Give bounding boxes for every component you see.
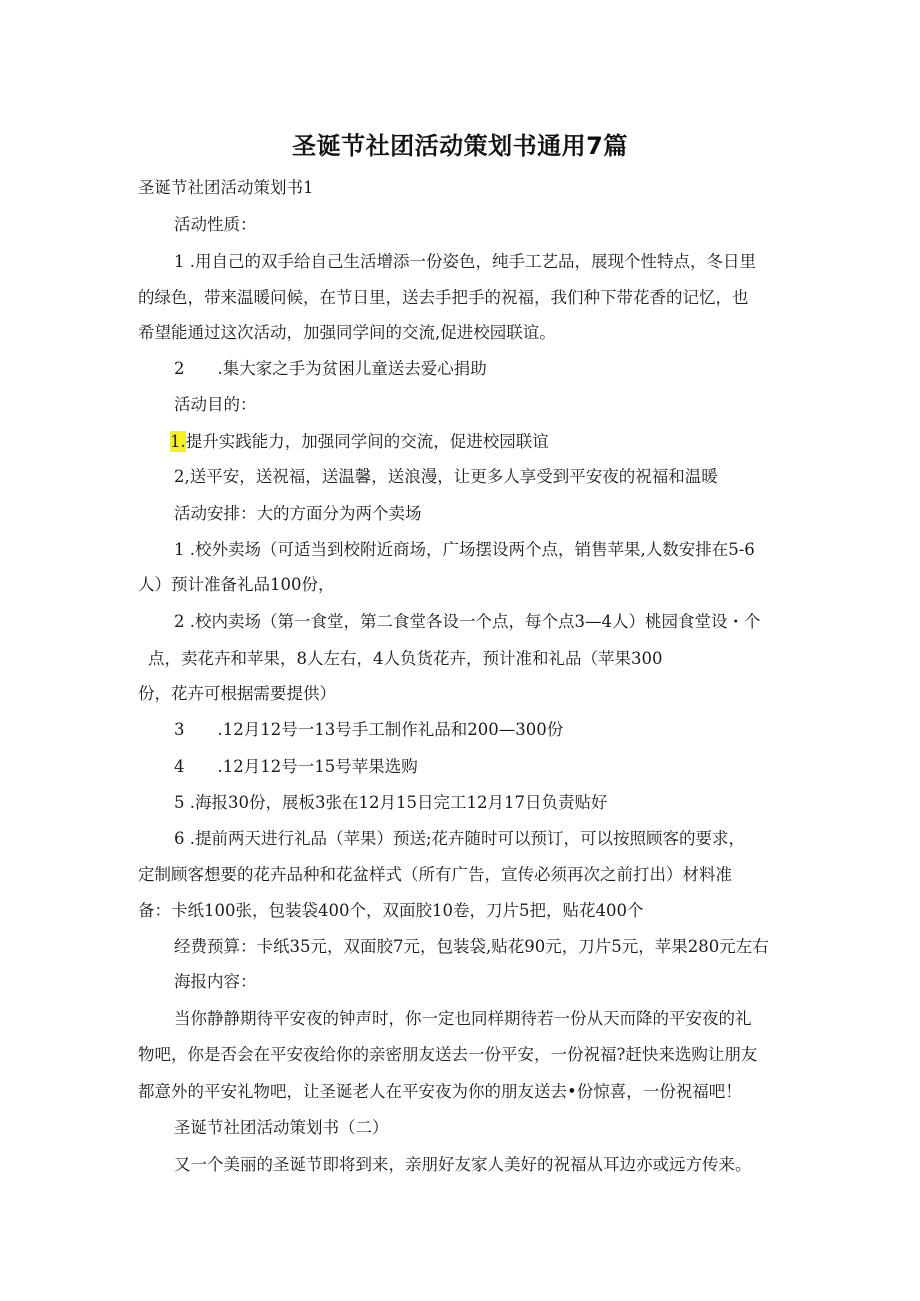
paragraph-line: 物吧，你是否会在平安夜给你的亲密朋友送去一份平安，一份祝福?赶快来选购让朋友 [138,1045,758,1064]
arrange-label: 活动安排：大的方面分为两个卖场 [174,504,422,523]
paragraph-line: 的绿色，带来温暖问候，在节日里，送去手把手的祝福，我们种下带花香的记忆，也 [138,288,749,307]
paragraph-line: 人）预计准备礼品100份， [138,575,335,594]
paragraph-line: 2 .集大家之手为贫困儿童送去爱心捐助 [174,359,487,378]
paragraph-line: 3 .12月12号一13号手工制作礼品和200—300份 [174,720,564,739]
paragraph-line: 都意外的平安礼物吧，让圣诞老人在平安夜为你的朋友送去•份惊喜，一份祝福吧！ [138,1082,742,1101]
paragraph-line: 点，卖花卉和苹果，8人左右，4人负货花卉，预计准和礼品（苹果300 [148,649,663,668]
paragraph-line: 又一个美丽的圣诞节即将到来，亲朋好友家人美好的祝福从耳边亦或远方传来。 [174,1155,752,1174]
paragraph-line: 4 .12月12号一15号苹果选购 [174,757,418,776]
paragraph-line: 希望能通过这次活动，加强同学间的交流,促进校园联谊。 [138,323,556,342]
section-heading: 圣诞节社团活动策划书（二） [174,1118,389,1137]
section-heading: 圣诞节社团活动策划书1 [138,178,314,197]
document-title: 圣诞节社团活动策划书通用7篇 [292,132,628,160]
paragraph-line: 份，花卉可根据需要提供） [138,684,336,703]
purpose-label: 活动目的： [174,395,257,414]
paragraph-line: 当你静静期待平安夜的钟声时，你一定也同样期待若一份从天而降的平安夜的礼 [174,1009,752,1028]
highlighted-number: 1. [170,432,186,451]
paragraph-text: 提升实践能力，加强同学间的交流，促进校园联谊 [185,432,549,451]
paragraph-line: 1 .校外卖场（可适当到校附近商场，广场摆设两个点，销售苹果,人数安排在5-6 [174,540,755,559]
paragraph-line: 1 .用自己的双手给自己生活增添一份姿色，纯手工艺品，展现个性特点，冬日里 [174,252,756,271]
poster-label: 海报内容： [174,972,257,991]
paragraph-line: 备：卡纸100张，包装袋400个，双面胶10卷，刀片5把，贴花400个 [138,901,644,920]
paragraph-line: 6 .提前两天进行礼品（苹果）预送;花卉随时可以预订，可以按照顾客的要求， [174,829,746,848]
paragraph-line: 定制顾客想要的花卉品种和花盆样式（所有广告，宣传必须再次之前打出）材料准 [138,865,732,884]
budget-line: 经费预算：卡纸35元，双面胶7元，包装袋,贴花90元，刀片5元，苹果280元左右 [174,937,769,956]
paragraph-line [170,431,549,453]
paragraph-line: 2 .校内卖场（第一食堂，第二食堂各设一个点，每个点3—4人）桃园食堂设・个 [174,612,761,631]
paragraph-line: 5 .海报30份，展板3张在12月15日完工12月17日负责贴好 [174,793,608,812]
nature-label: 活动性质： [174,215,257,234]
paragraph-line: 2,送平安，送祝福，送温馨，送浪漫，让更多人享受到平安夜的祝福和温暖 [174,467,718,486]
